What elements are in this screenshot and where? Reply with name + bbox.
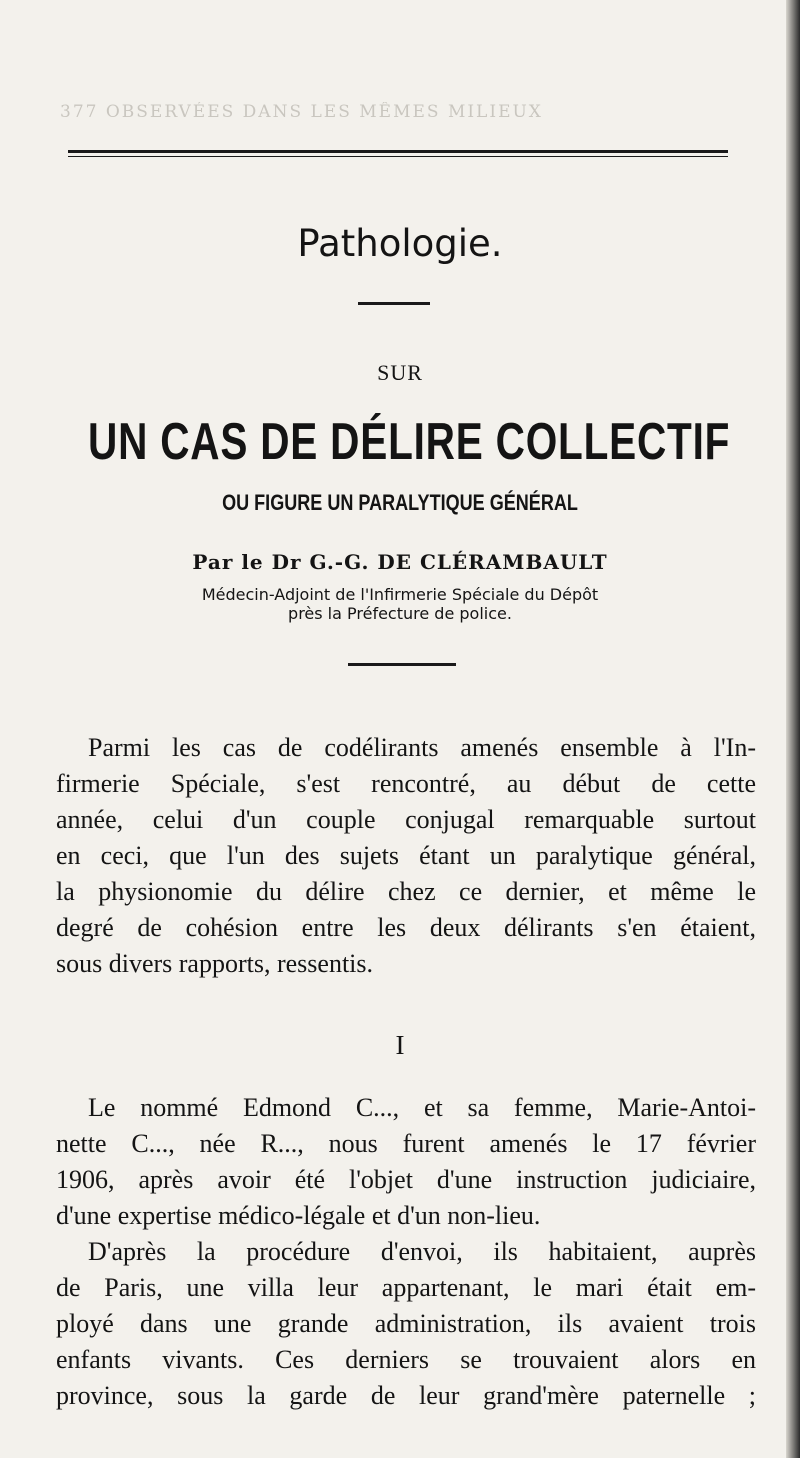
text-line: sous divers rapports, ressentis.: [56, 949, 374, 978]
text-line: 1906, après avoir été l'objet d'une instruction judiciaire,: [56, 1165, 756, 1194]
text-line: nette C..., née R..., nous furent amenés le 17 février: [56, 1129, 756, 1158]
text-line: ployé dans une grande administration, ils avaient trois: [56, 1309, 756, 1338]
article-subtitle: OU FIGURE UN PARALYTIQUE GÉNÉRAL: [222, 490, 578, 515]
text-line: de Paris, une villa leur appartenant, le mari était em-: [56, 1273, 756, 1302]
text-line: en ceci, que l'un des sujets étant un paralytique général,: [56, 841, 756, 870]
text-line: D'après la procédure d'envoi, ils habitaient, auprès: [88, 1237, 756, 1266]
page-edge-shadow: [786, 0, 800, 1458]
author-affiliation-line2: près la Préfecture de police.: [288, 604, 512, 623]
text-line: année, celui d'un couple conjugal remarquable surtout: [56, 805, 756, 834]
section-number: I: [395, 1030, 405, 1060]
author-line: Par le Dr G.-G. DE CLÉRAMBAULT: [192, 550, 608, 574]
text-line: province, sous la garde de leur grand'mère paternelle ;: [56, 1381, 756, 1410]
text-line: Parmi les cas de codélirants amenés ensemble à l'In-: [88, 733, 756, 762]
running-head-bleedthrough: 377 OBSERVÉES DANS LES MÊMES MILIEUX: [60, 102, 543, 122]
text-line: Le nommé Edmond C..., et sa femme, Marie-Antoi-: [88, 1093, 756, 1122]
paragraph-body: [56, 1090, 756, 1414]
text-line: firmerie Spéciale, s'est rencontré, au début de cette: [56, 769, 756, 798]
header-rule: [68, 150, 728, 153]
header-rule-thin: [68, 156, 728, 157]
text-line: degré de cohésion entre les deux délirants s'en étaient,: [56, 913, 756, 942]
paragraph-intro: [56, 730, 756, 982]
article-title: UN CAS DE DÉLIRE COLLECTIF: [88, 413, 731, 471]
section-title: Pathologie.: [297, 222, 503, 265]
text-line: la physionomie du délire chez ce dernier, et même le: [56, 877, 756, 906]
text-line: enfants vivants. Ces derniers se trouvaient alors en: [56, 1345, 756, 1374]
author-affiliation-line1: Médecin-Adjoint de l'Infirmerie Spéciale du Dépôt: [201, 585, 599, 604]
title-divider: [348, 663, 456, 666]
section-divider: [358, 302, 430, 305]
text-line: d'une expertise médico-légale et d'un non-lieu.: [56, 1201, 541, 1230]
title-prefix: SUR: [377, 360, 423, 385]
